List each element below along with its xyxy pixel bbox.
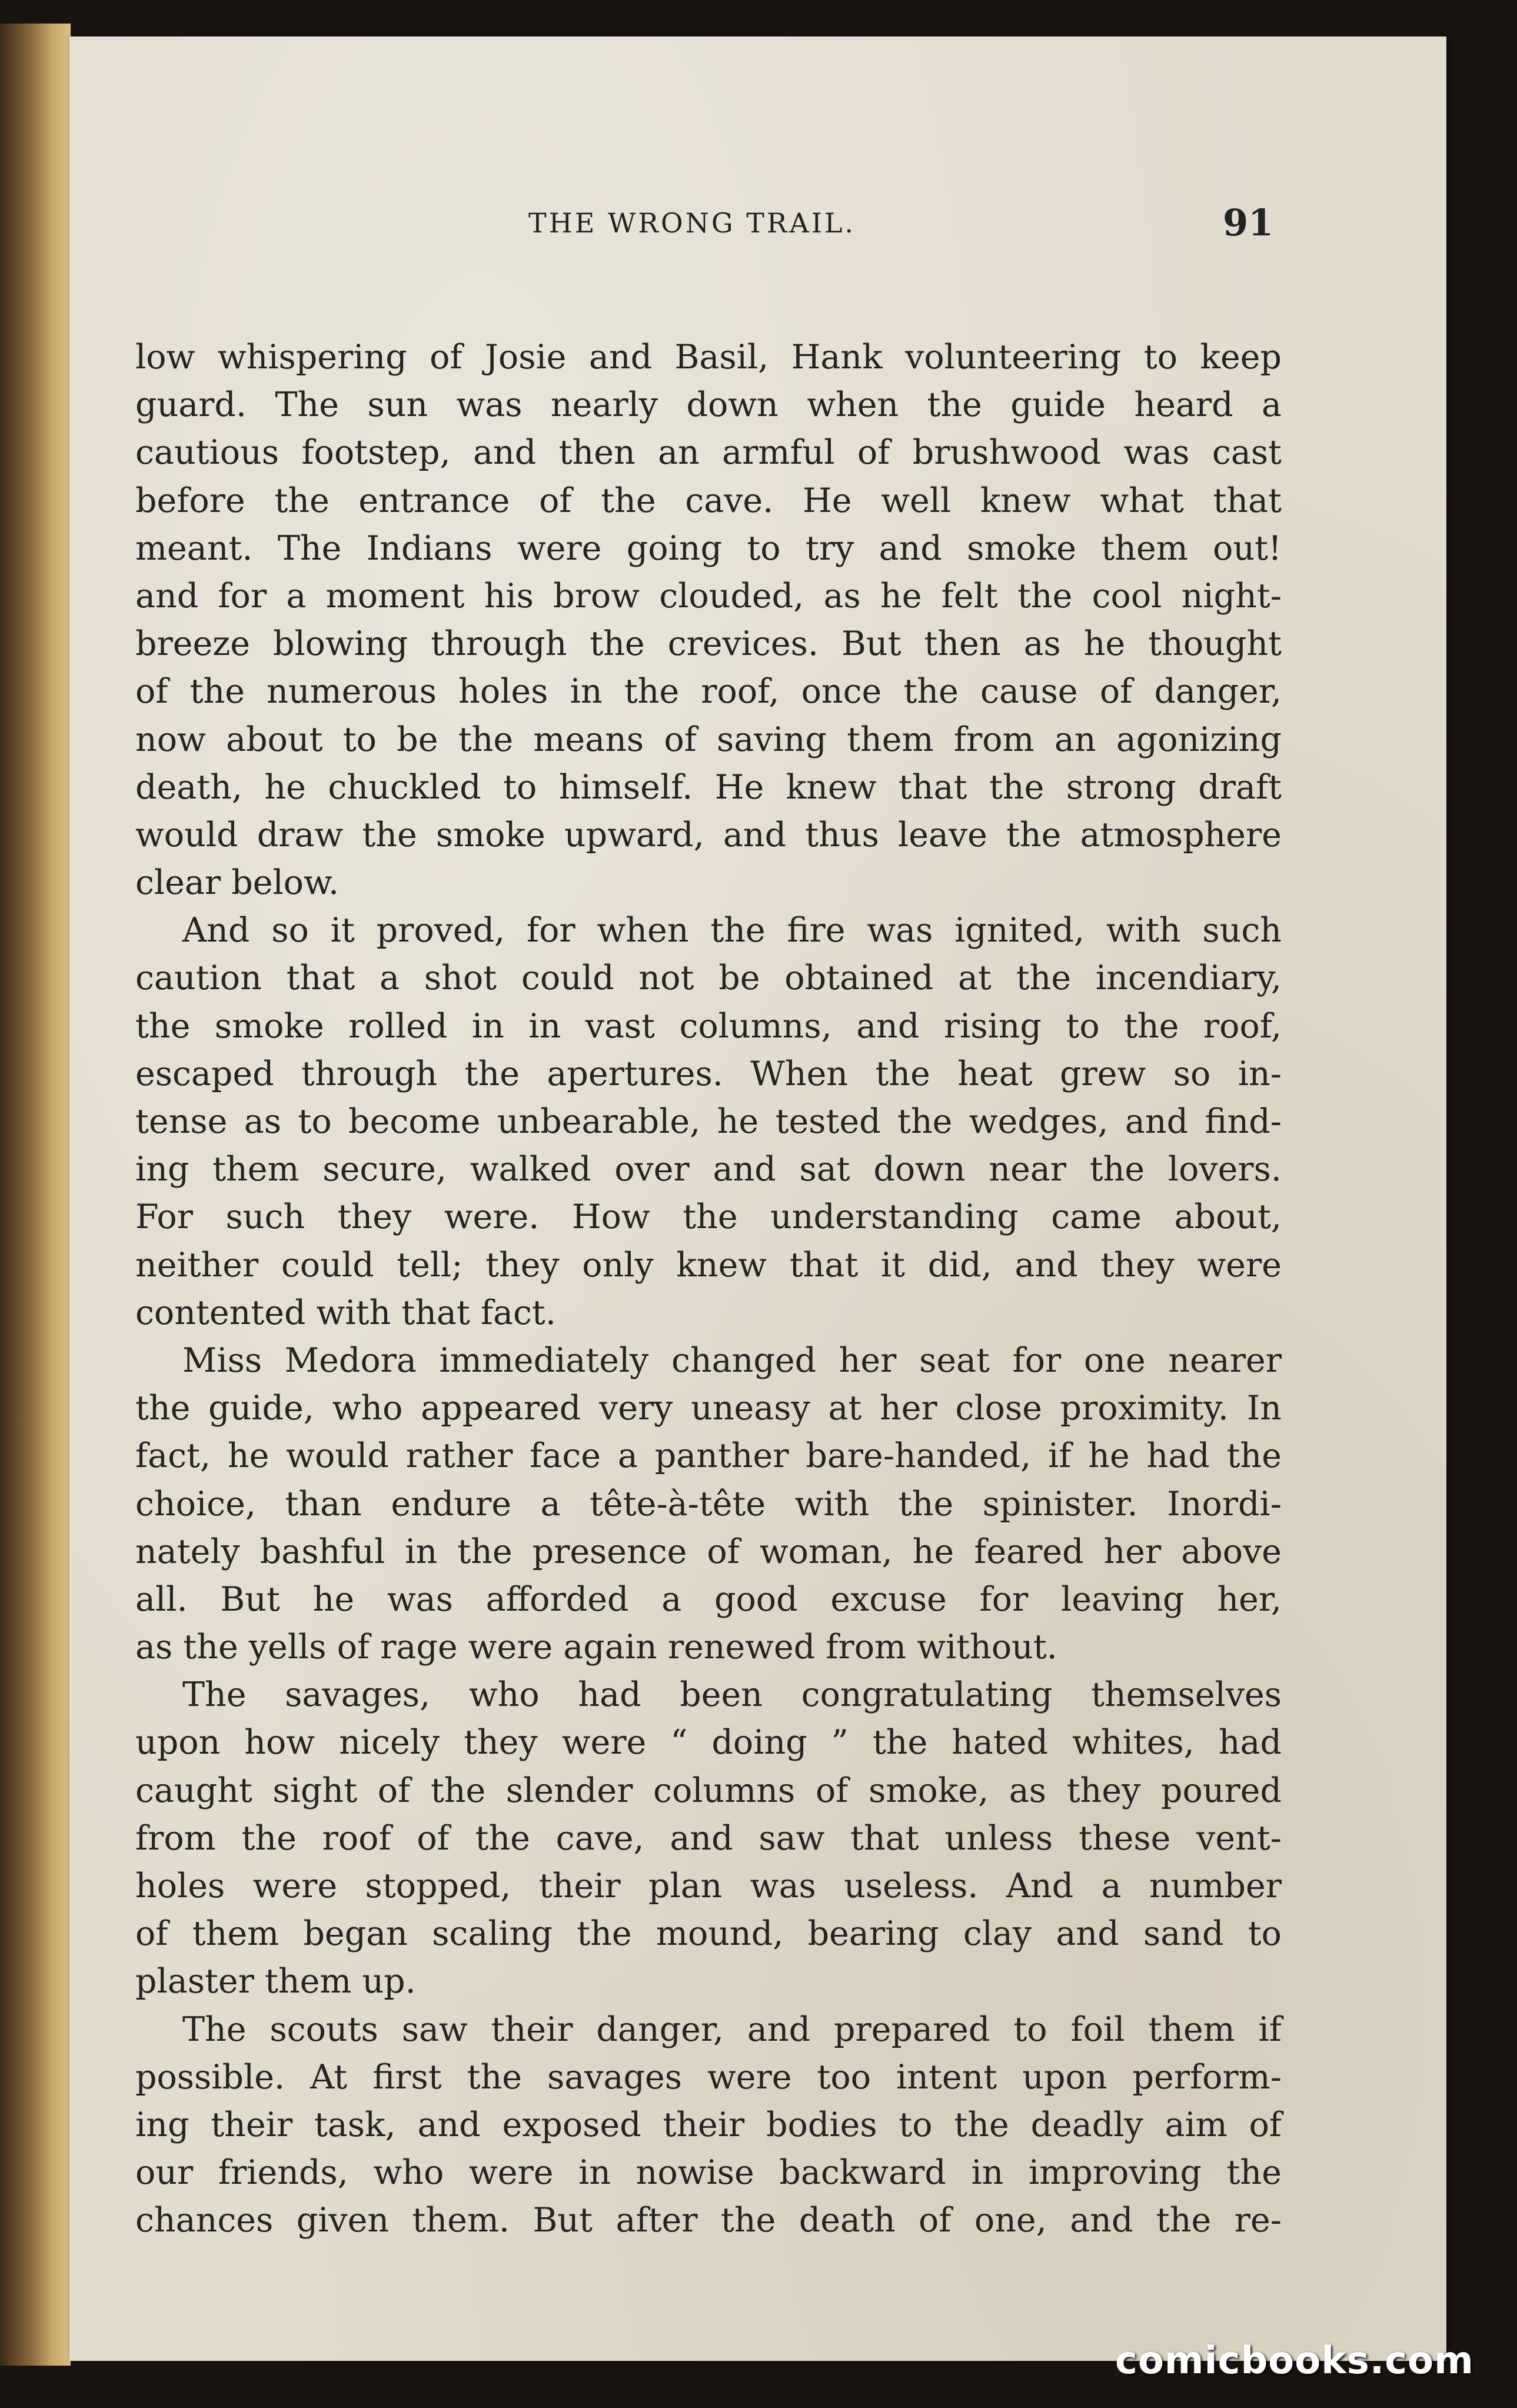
text-line: clear below. (135, 863, 340, 903)
text-line: of the numerous holes in the roof, once the cause of danger, (135, 672, 1282, 711)
facing-page-edge (0, 24, 71, 2366)
text-line: ing their task, and exposed their bodies to the deadly aim of (135, 2105, 1282, 2144)
text-line: nately bashful in the presence of woman, he feared her above (135, 1532, 1282, 1571)
text-line: all. But he was afforded a good excuse for leaving her, (135, 1579, 1282, 1619)
text-line: choice, than endure a tête-à-tête with the spinister. Inordi- (135, 1484, 1282, 1524)
text-line: breeze blowing through the crevices. But then as he thought (135, 624, 1282, 664)
text-line: possible. At first the savages were too intent upon perform- (135, 2057, 1282, 2097)
running-title: THE WRONG TRAIL. (528, 207, 856, 239)
text-line: For such they were. How the understanding came about, (135, 1198, 1282, 1237)
text-line: The savages, who had been congratulating themselves (182, 1675, 1282, 1715)
watermark-text: comicbooks.com (1115, 2339, 1474, 2383)
body-text (135, 334, 1282, 2245)
text-line: The scouts saw their danger, and prepared to foil them if (182, 2010, 1282, 2049)
text-line: from the roof of the cave, and saw that unless these vent- (135, 1818, 1282, 1858)
text-line: holes were stopped, their plan was useless. And a number (135, 1867, 1282, 1905)
text-line: of them began scaling the mound, bearing clay and sand to (135, 1914, 1282, 1954)
text-line: escaped through the apertures. When the heat grew so in- (135, 1054, 1282, 1093)
text-line: now about to be the means of saving them from an agonizing (135, 720, 1282, 759)
text-line: our friends, who were in nowise backward in improving the (135, 2153, 1282, 2193)
text-line: death, he chuckled to himself. He knew that the strong draft (135, 767, 1282, 807)
text-line: ing them secure, walked over and sat down near the lovers. (135, 1150, 1282, 1189)
text-line: would draw the smoke upward, and thus leave the atmosphere (135, 815, 1282, 854)
text-line: before the entrance of the cave. He well knew what that (135, 481, 1282, 520)
text-line: fact, he would rather face a panther bare-handed, if he had the (135, 1436, 1282, 1476)
text-line: as the yells of rage were again renewed from without. (135, 1628, 1057, 1667)
page-header (69, 201, 1446, 254)
book-page (69, 36, 1446, 2361)
text-line: caution that a shot could not be obtained at the incendiary, (135, 959, 1282, 998)
text-line: cautious footstep, and then an armful of brushwood was cast (135, 433, 1282, 473)
text-line: tense as to become unbearable, he tested the wedges, and find- (135, 1102, 1282, 1141)
text-line: Miss Medora immediately changed her seat for one nearer (182, 1341, 1282, 1380)
text-line: the guide, who appeared very uneasy at her close proximity. In (135, 1389, 1282, 1428)
text-line: the smoke rolled in in vast columns, and rising to the roof, (135, 1006, 1282, 1046)
text-line: And so it proved, for when the fire was ignited, with such (182, 911, 1282, 950)
text-line: plaster them up. (135, 1962, 416, 2001)
page-number: 91 (1223, 201, 1274, 244)
text-line: caught sight of the slender columns of smoke, as they poured (135, 1771, 1282, 1810)
text-line: and for a moment his brow clouded, as he felt the cool night- (135, 576, 1282, 616)
text-line: low whispering of Josie and Basil, Hank volunteering to keep (135, 338, 1282, 377)
text-line: meant. The Indians were going to try and smoke them out! (135, 528, 1282, 568)
text-line: guard. The sun was nearly down when the guide heard a (135, 385, 1282, 425)
text-line: upon how nicely they were “ doing ” the hated whites, had (135, 1723, 1282, 1762)
text-line: contented with that fact. (135, 1293, 556, 1332)
text-line: neither could tell; they only knew that it did, and they were (135, 1245, 1282, 1285)
text-line: chances given them. But after the death of one, and the re- (135, 2201, 1282, 2240)
